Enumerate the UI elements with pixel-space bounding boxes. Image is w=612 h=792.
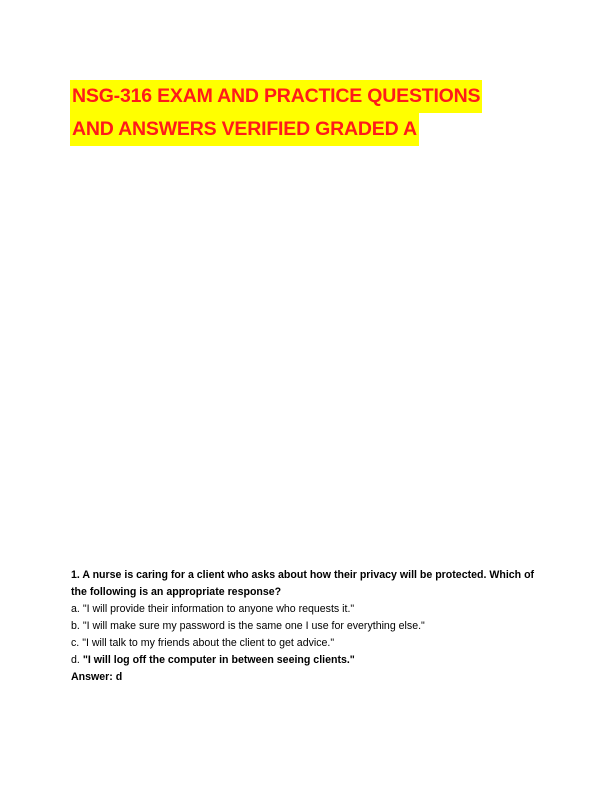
option-text: "I will make sure my password is the same one I use for everything else." [82, 620, 425, 632]
answer-key: Answer: d [71, 671, 123, 683]
option-b [71, 618, 551, 635]
option-letter: d. [71, 654, 80, 666]
option-a [71, 601, 551, 618]
option-text: "I will provide their information to anyone who requests it." [82, 603, 355, 615]
option-text: "I will talk to my friends about the client to get advice." [82, 637, 335, 649]
document-title [70, 80, 540, 146]
answer-options [71, 601, 551, 669]
option-d [71, 652, 551, 669]
title-line-2: AND ANSWERS VERIFIED GRADED A [70, 113, 419, 146]
option-text: "I will log off the computer in between seeing clients." [82, 654, 355, 666]
option-letter: a. [71, 603, 80, 615]
option-c [71, 635, 551, 652]
title-line-1: NSG-316 EXAM AND PRACTICE QUESTIONS [70, 80, 482, 113]
question-text: 1. A nurse is caring for a client who asks about how their privacy will be protected. Which of the following is an appropriate response? [71, 569, 535, 598]
option-letter: b. [71, 620, 80, 632]
question-block [71, 567, 551, 686]
option-letter: c. [71, 637, 80, 649]
